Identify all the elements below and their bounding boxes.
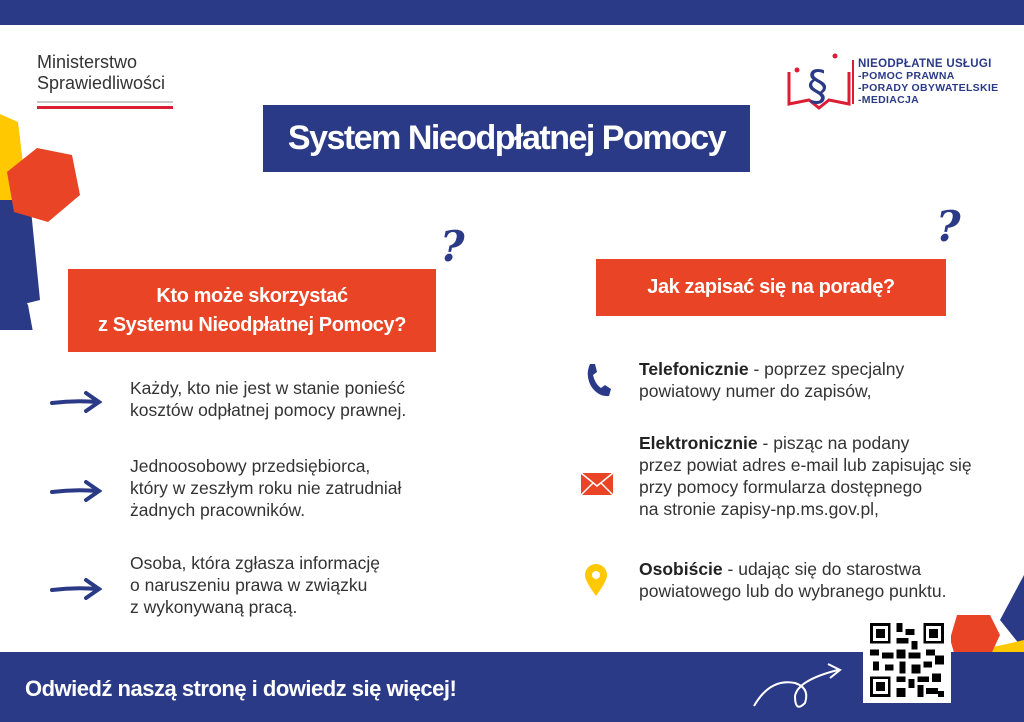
phone-icon (584, 362, 612, 398)
item-line: żadnych pracowników. (130, 500, 306, 520)
page-title: System Nieodpłatnej Pomocy (263, 105, 750, 172)
arrow-right-icon (50, 578, 102, 600)
logo-item: -MEDIACJA (858, 94, 920, 106)
logo-text (858, 58, 998, 106)
method-title: Elektronicznie (639, 433, 758, 453)
envelope-icon (580, 472, 614, 496)
logo-item: -PORADY OBYWATELSKIE (858, 82, 999, 94)
item-line: Każdy, kto nie jest w stanie ponieść (130, 378, 405, 398)
item-line: przez powiat adres e-mail lub zapisując się (639, 455, 972, 475)
item-line: - udając się do starostwa (727, 559, 922, 579)
left-heading-line1: Kto może skorzystać (156, 284, 348, 307)
item-line: powiatowego lub do wybranego punktu. (639, 581, 947, 601)
item-line: Osoba, która zgłasza informację (130, 553, 380, 573)
svg-text:§: § (807, 61, 828, 110)
item-line: który w zeszłym roku nie zatrudniał (130, 478, 402, 498)
signup-method-phone (639, 358, 904, 402)
signup-method-in-person (639, 558, 946, 602)
right-heading: Jak zapisać się na poradę? (596, 259, 946, 316)
item-line: o naruszeniu prawa w związku (130, 575, 368, 595)
eligibility-item (130, 377, 406, 421)
method-title: Telefonicznie (639, 359, 749, 379)
question-mark-icon: ? (936, 202, 961, 251)
item-line: powiatowy numer do zapisów, (639, 381, 872, 401)
ministry-divider-gray (37, 101, 173, 103)
logo-title: NIEODPŁATNE USŁUGI (858, 58, 992, 70)
item-line: - poprzez specjalny (753, 359, 905, 379)
qr-code[interactable] (863, 617, 951, 703)
left-heading-line2: z Systemu Nieodpłatnej Pomocy? (97, 313, 407, 336)
curly-arrow-icon (750, 658, 850, 710)
footer-cta: Odwiedź naszą stronę i dowiedz się więcej! (25, 676, 457, 701)
paragraph-book-logo-icon (785, 52, 855, 110)
location-pin-icon (584, 563, 608, 597)
item-line: z wykonywaną pracą. (130, 597, 298, 617)
arrow-right-icon (50, 480, 102, 502)
eligibility-item (130, 552, 380, 618)
ministry-line1: Ministerstwo (37, 52, 138, 72)
ministry-logo-text (37, 52, 165, 94)
method-title: Osobiście (639, 559, 723, 579)
arrow-right-icon (50, 391, 102, 413)
question-mark-icon: ? (440, 222, 465, 271)
eligibility-item (130, 455, 401, 521)
ministry-line2: Sprawiedliwości (37, 73, 166, 93)
left-heading (68, 269, 436, 352)
ministry-divider-red (37, 106, 173, 109)
item-line: kosztów odpłatnej pomocy prawnej. (130, 400, 407, 420)
item-line: przy pomocy formularza dostępnego (639, 477, 923, 497)
item-line: Jednoosobowy przedsiębiorca, (130, 456, 371, 476)
item-line: na stronie zapisy-np.ms.gov.pl, (639, 499, 879, 519)
signup-method-electronic (639, 432, 972, 520)
item-line: - pisząc na podany (762, 433, 910, 453)
logo-item: -POMOC PRAWNA (858, 70, 955, 82)
top-bar (0, 0, 1024, 25)
